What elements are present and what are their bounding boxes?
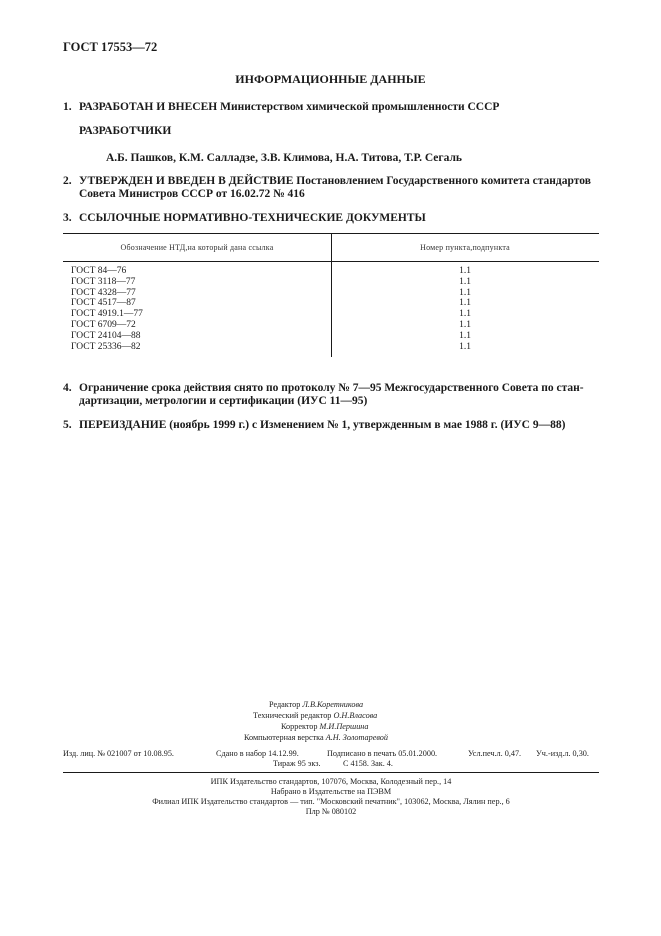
imprint-typeset: Набрано в Издательстве на ПЭВМ [270,787,392,796]
table-header-document: Обозначение НТД,на который дана ссылка [120,243,274,252]
imprint-set-date: Сдано в набор 14.12.99. [216,749,299,758]
table-row [71,288,599,299]
imprint-order: С 4158. Зак. 4. [343,759,393,768]
table-cell-clause: 1.1 [459,319,471,330]
corrector-name: М.И.Першина [319,722,369,731]
table-header-clause: Номер пункта,подпункта [420,243,510,252]
table-row [71,277,599,288]
item-5-number: 5. [63,419,72,431]
imprint-editor: Редактор Л.В.Коретникова [269,700,364,709]
table-cell-clause: 1.1 [459,287,471,298]
table-cell-document: ГОСТ 3118—77 [71,276,136,287]
table-row [71,266,599,277]
item-2 [63,174,591,188]
table-row [71,298,599,309]
table-cell-clause: 1.1 [459,298,471,309]
table-row [71,320,599,331]
imprint-rule [63,772,599,773]
table-cell-clause: 1.1 [459,266,471,276]
standard-code: ГОСТ 17553—72 [63,40,158,54]
imprint-tech-editor: Технический редактор О.Н.Власова [253,711,378,720]
imprint-sheets: Усл.печ.л. 0,47. [468,749,522,758]
item-2-line-1: УТВЕРЖДЕН И ВВЕДЕН В ДЕЙСТВИЕ Постановлением Государственного комитета стандартов [79,175,591,187]
imprint-branch: Филиал ИПК Издательство стандартов — тип. "Московский печатник", 103062, Москва, Лялин пер., 6 [152,797,510,806]
item-3 [63,211,426,225]
imprint-pub-sheets: Уч.-изд.л. 0,30. [536,749,589,758]
item-2-number: 2. [63,175,72,187]
item-4-number: 4. [63,382,72,394]
table-cell-document: ГОСТ 4328—77 [71,287,136,298]
table-cell-clause: 1.1 [459,330,471,341]
imprint-plr: Плр № 080102 [305,807,357,816]
imprint-licence: Изд. лиц. № 021007 от 10.08.95. [63,749,174,758]
table-cell-document: ГОСТ 4517—87 [71,298,136,309]
tech-editor-name: О.Н.Власова [333,711,378,720]
table-cell-document: ГОСТ 24104—88 [71,330,141,341]
item-5 [63,418,565,432]
table-row [71,342,599,353]
table-cell-document: ГОСТ 6709—72 [71,319,136,330]
editor-name: Л.В.Коретникова [302,700,364,709]
item-5-text: ПЕРЕИЗДАНИЕ (ноябрь 1999 г.) с Изменением № 1, утвержденным в мае 1988 г. (ИУС 9—88) [79,419,566,431]
table-cell-document: ГОСТ 84—76 [71,266,127,276]
developers-label: РАЗРАБОТЧИКИ [79,125,172,137]
imprint-run: Тираж 95 экз. [273,759,321,768]
imprint-corrector: Корректор М.И.Першина [281,722,369,731]
table-cell-clause: 1.1 [459,341,471,352]
reference-table-body [71,266,599,352]
table-row [71,331,599,342]
item-3-number: 3. [63,212,72,224]
item-1-text: РАЗРАБОТАН И ВНЕСЕН Министерством химической промышленности СССР [79,101,500,113]
item-1-number: 1. [63,101,72,113]
imprint-publisher: ИПК Издательство стандартов, 107076, Москва, Колодезный пер., 14 [210,777,452,786]
table-cell-document: ГОСТ 25336—82 [71,341,141,352]
item-4 [63,381,584,395]
item-3-text: ССЫЛОЧНЫЕ НОРМАТИВНО-ТЕХНИЧЕСКИЕ ДОКУМЕНТЫ [79,212,426,224]
item-1 [63,100,499,114]
table-cell-clause: 1.1 [459,309,471,320]
table-row [71,309,599,320]
imprint-print-date: Подписано в печать 05.01.2000. [327,749,438,758]
item-4-line-1: Ограничение срока действия снято по протоколу № 7—95 Межгосударственного Совета по стан- [79,382,584,394]
item-2-line-2: Совета Министров СССР от 16.02.72 № 416 [79,188,305,200]
table-cell-document: ГОСТ 4919.1—77 [71,309,143,320]
item-4-line-2: дартизации, метрологии и сертификации (ИУС 11—95) [79,395,368,407]
table-cell-clause: 1.1 [459,276,471,287]
imprint-layout: Компьютерная верстка А.Н. Золотаревой [244,733,388,742]
layout-name: А.Н. Золотаревой [325,733,388,742]
page-title: ИНФОРМАЦИОННЫЕ ДАННЫЕ [235,72,426,86]
developers-names: А.Б. Пашков, К.М. Салладзе, З.В. Климова, Н.А. Титова, Т.Р. Сегаль [106,152,462,164]
